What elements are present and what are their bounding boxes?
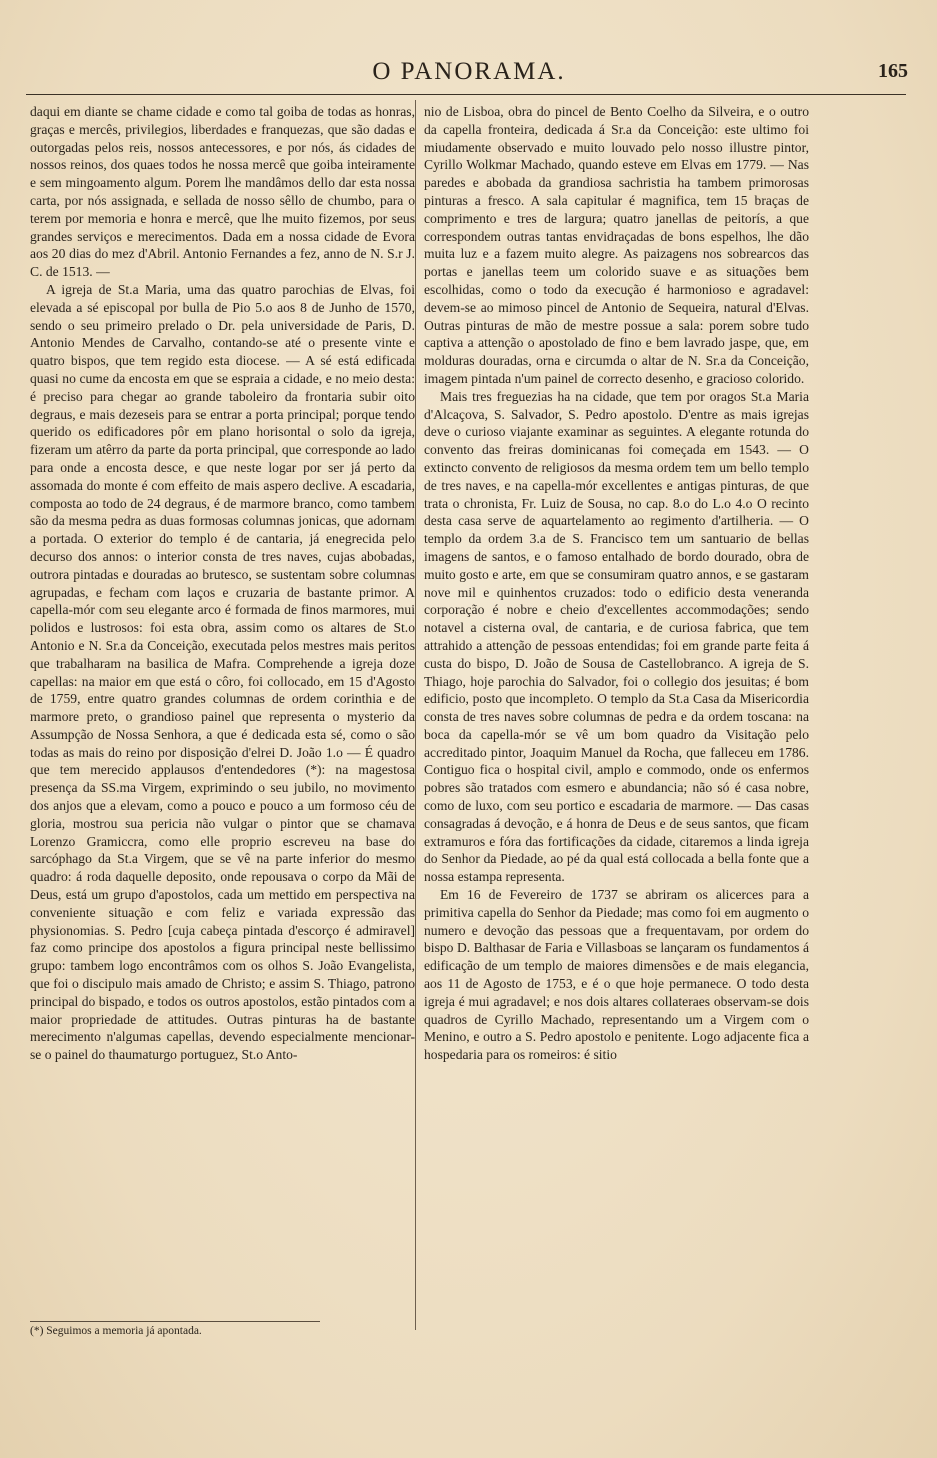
publication-title: O PANORAMA.: [372, 58, 566, 85]
header-rule: [26, 94, 906, 95]
footnote: (*) Seguimos a memoria já apontada.: [30, 1325, 202, 1337]
right-column: [424, 103, 809, 1064]
paragraph: A igreja de St.a Maria, uma das quatro parochias de Elvas, foi elevada a sé episcopal por bulla de Pio 5.o aos 8 de Junho de 1570, sendo o seu primeiro prelado o Dr. pela universidade de Paris, D. Antonio Mendes de Carvalho, contando-se até o presente vinte e quatro bispos, que tem regido esta diocese. — A sé está edificada quasi no cume da encosta em que se espraia a cidade, e no meio desta: é preciso para chegar ao grande taboleiro da frontaria subir oito degraus, e mais dezeseis para se entrar a porta principal; porque tendo querido os edificadores pôr em plano horisontal o solo da igreja, fizeram um atêrro da parte da porta principal, que corresponde ao lado para onde a encosta desce, e que neste logar por ser já perto da assomada do monte é com effeito de mais aspero declive. A escadaria, composta ao todo de 24 degraus, é de marmore branco, como tambem são da mesma pedra as duas formosas columnas jonicas, que adornam a portada. O exterior do templo é de cantaria, já enegrecida pelo decurso dos annos: o interior consta de tres naves, cujas abobadas, outrora pintadas e douradas ao brutesco, se sustentam sobre columnas agrupadas, e fecham com laços e cruzaria de bastante primor. A capella-mór com seu elegante arco é formada de finos marmores, mui polidos e lustrosos: foi esta obra, assim como os altares de St.o Antonio e N. Sr.a da Conceição, executada pelos mestres mais peritos que trabalharam na basilica de Mafra. Comprehende a igreja doze capellas: na maior em que está o côro, foi collocado, em 15 d'Agosto de 1759, entre quatro grandes columnas de ordem corinthia e de marmore preto, o grandioso painel que representa o mysterio da Assumpção de Nossa Senhora, a que é dedicada esta sé, como o são todas as mais do reino por disposição d'elrei D. João 1.o — É quadro que tem merecido applausos d'entendedores (*): na magestosa presença da SS.ma Virgem, exprimindo o seu jubilo, no movimento dos anjos que a elevam, como a pouco e pouco a um formoso céu de gloria, mostrou sua pericia não vulgar o pintor que se chamava Lorenzo Gramiccra, como elle proprio escreveu na base do sarcóphago da St.a Virgem, que se vê na parte inferior do mesmo quadro: á roda daquelle deposito, onde repousava o corpo da Mãi de Deus, está um grupo d'apostolos, cada um mettido em perspectiva na conveniente situação e com feliz e variada expressão das physionomias. S. Pedro [cuja cabeça pintada d'escorço é admiravel] faz como principe dos apostolos a figura principal neste bellissimo grupo: tambem logo encontrâmos com os olhos S. João Evangelista, que foi o discipulo mais amado de Christo; e assim S. Thiago, patrono principal do bispado, e todos os outros apostolos, estão pintados com a maior propriedade de attitudes. Outras pinturas ha de bastante merecimento n'algumas capellas, devendo especialmente mencionar-se o painel do thaumaturgo portuguez, St.o Anto-: [30, 281, 415, 1063]
left-column: [30, 103, 415, 1064]
paragraph: Em 16 de Fevereiro de 1737 se abriram os alicerces para a primitiva capella do Senhor da Piedade; mas como foi em augmento o numero e devoção das pessoas que a frequentavam, por ordem do bispo D. Balthasar de Faria e Villasboas se lançaram os fundamentos á edificação de um templo de maiores dimensões e de mais elegancia, aos 11 de Agosto de 1753, e é o que hoje permanece. O todo desta igreja é mui agradavel; e nos dois altares collateraes observam-se dois quadros de Cyrillo Machado, representando um a Virgem com o Menino, e outro a S. Pedro apostolo e penitente. Logo adjacente fica a hospedaria para os romeiros: é sitio: [424, 887, 809, 1063]
paragraph: Mais tres freguezias ha na cidade, que tem por oragos St.a Maria d'Alcaçova, S. Salvador, S. Pedro apostolo. D'entre as mais igrejas deve o curioso viajante examinar as seguintes. A elegante rotunda do convento das freiras dominicanas foi começada em 1543. — O extincto convento de religiosos da mesma ordem tem um bello templo de tres naves, e na capella-mór excellentes e antigas pinturas, de que trata o chronista, Fr. Luiz de Sousa, no cap. 8.o do L.o 4.o O recinto desta casa serve de aquartelamento ao regimento d'artilheria. — O templo da ordem 3.a de S. Francisco tem um santuario de bellas imagens de santos, e o famoso entalhado de bordo dourado, obra de muito gosto e arte, em que se consumiram quatro annos, e se gastaram nove mil e quinhentos cruzados: todo o edificio desta veneranda corporação é nobre e cheio d'excellentes accommodações; sendo notavel a cisterna oval, de cantaria, e de curiosa fabrica, que tem attrahido a attenção de pessoas entendidas; foi em grande parte feita á custa do bispo, D. João de Sousa de Castellobranco. A igreja de S. Thiago, hoje parochia do Salvador, foi o collegio dos jesuitas; é bom edificio, posto que incompleto. O templo da St.a Casa da Misericordia consta de tres naves sobre columnas de pedra e da ordem toscana: na boca da capella-mór se vê um bom quadro da Visitação pelo accreditado pintor, Joaquim Manuel da Rocha, que falleceu em 1786. Contiguo fica o hospital civil, amplo e commodo, onde os enfermos pobres são tratados com esmero e abundancia; não só é casa nobre, como de luxo, com seu portico e escadaria de marmore. — Das casas consagradas á devoção, e á honra de Deus e de seus santos, que ficam extramuros e fóra das fortificações da cidade, citaremos a linda igreja do Senhor da Piedade, ao pé da qual está collocada a bella fonte que a nossa estampa representa.: [424, 388, 809, 885]
column-divider: [415, 100, 416, 1330]
page-header: [30, 54, 908, 94]
footnote-rule: [30, 1321, 320, 1322]
page-number: 165: [878, 60, 908, 82]
paragraph: nio de Lisboa, obra do pincel de Bento Coelho da Silveira, e o outro da capella fronteira, dedicada á Sr.a da Conceição: este ultimo foi miudamente observado e muito louvado pelo nosso illustre pintor, Cyrillo Wolkmar Machado, quando esteve em Elvas em 1779. — Nas paredes e abobada da grandiosa sachristia ha tambem primorosas pinturas a fresco. A sala capitular é magnifica, tem 15 braças de comprimento e tres de largura; quatro janellas de peitorís, a que correspondem outras tantas envidraçadas de bons espelhos, lhe dão muita luz e a fazem muito alegre. As paizagens nos sobrearcos das portas e janellas teem um colorido suave e as situações bem escolhidas, como o todo da execução é harmonioso e agradavel: devem-se ao mimoso pincel de Antonio de Sequeira, natural d'Elvas. Outras pinturas de mão de mestre possue a sala: porem sobre tudo captiva a attenção o apostolado de fino e bem lavrado jaspe, que, em molduras douradas, orna e circumda o altar de N. Sr.a da Conceição, imagem pintada n'um painel de correcto desenho, e gracioso colorido.: [424, 104, 809, 386]
paragraph: daqui em diante se chame cidade e como tal goiba de todas as honras, graças e mercês, privilegios, liberdades e franquezas, que são dadas e outorgadas pelos reis, nossos antecessores, e por nós, ás cidades de nossos reinos, dos quaes todos he nossa mercê que goiba inteiramente e sem mingoamento algum. Porem lhe mandâmos dello dar esta nossa carta, por nós assignada, e sellada de nosso sêllo de chumbo, para o terem por memoria e honra e mercê, que lhe muito fizemos, por seus grandes serviços e merecimentos. Dada em a nossa cidade de Evora aos 20 dias do mez d'Abril. Antonio Fernandes a fez, anno de N. S.r J. C. de 1513. —: [30, 104, 415, 280]
